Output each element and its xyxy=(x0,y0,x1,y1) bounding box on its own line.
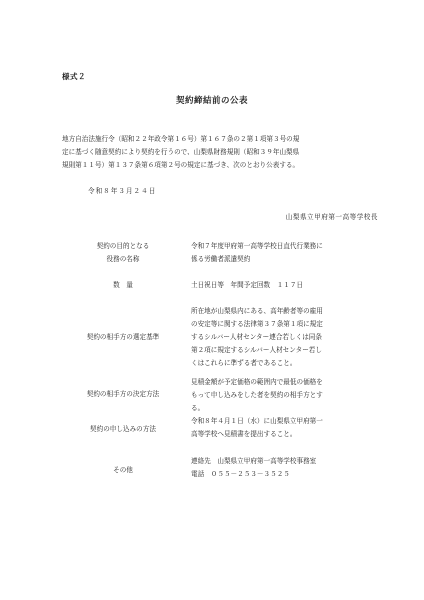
row-label-quantity: 数 量 xyxy=(113,281,133,289)
row-value-other: 連絡先 山梨県立甲府第一高等学校事務室 電話 ０５５－２５３－３５２５ xyxy=(191,457,317,478)
row-value-decision-method: 見積金額が予定価格の範囲内で最低の価格を もって申し込みをした者を契約の相手方とす る。 xyxy=(191,378,323,412)
row-value-service-name: 令和７年度甲府第一高等学校日直代行業務に 係る労働者派遣契約 xyxy=(191,242,323,263)
row-value-application-method: 令和８年４月１日（水）に山梨県立甲府第一 高等学校へ見積書を提出すること。 xyxy=(191,417,323,438)
row-label-service-name: 契約の目的となる 役務の名称 xyxy=(96,242,150,263)
document-title: 契約締結前の公表 xyxy=(175,96,248,106)
row-label-selection-criteria: 契約の相手方の選定基準 xyxy=(86,333,160,341)
intro-paragraph: 地方自治法施行令（昭和２２年政令第１６号）第１６７条の２第１項第３号の規 定に基づく随意契約により契約を行うので、山梨県財務規則（昭和３９年山梨県 規則第１１号）第１３７条第６項第２号の規定に基づき、次のとおり公表する。 xyxy=(62,135,300,169)
row-label-application-method: 契約の申し込みの方法 xyxy=(90,425,156,433)
issuer-name: 山梨県立甲府第一高等学校長 xyxy=(285,213,378,221)
publication-date: 令和８年３月２４日 xyxy=(88,187,157,195)
form-number: 様式２ xyxy=(62,72,86,81)
row-label-decision-method: 契約の相手方の決定方法 xyxy=(86,390,160,398)
row-label-other: その他 xyxy=(113,466,133,474)
row-value-selection-criteria: 所在地が山梨県内にある、高年齢者等の雇用 の安定等に関する法律第３７条第１項に規定 するシルバー人材センター連合若しくは同条 第２項に規定するシルバー人材センター若し くはこれらに準ずる者であること。 xyxy=(191,307,323,367)
row-value-quantity: 土日祝日等 年間予定回数 １１７日 xyxy=(191,281,304,289)
